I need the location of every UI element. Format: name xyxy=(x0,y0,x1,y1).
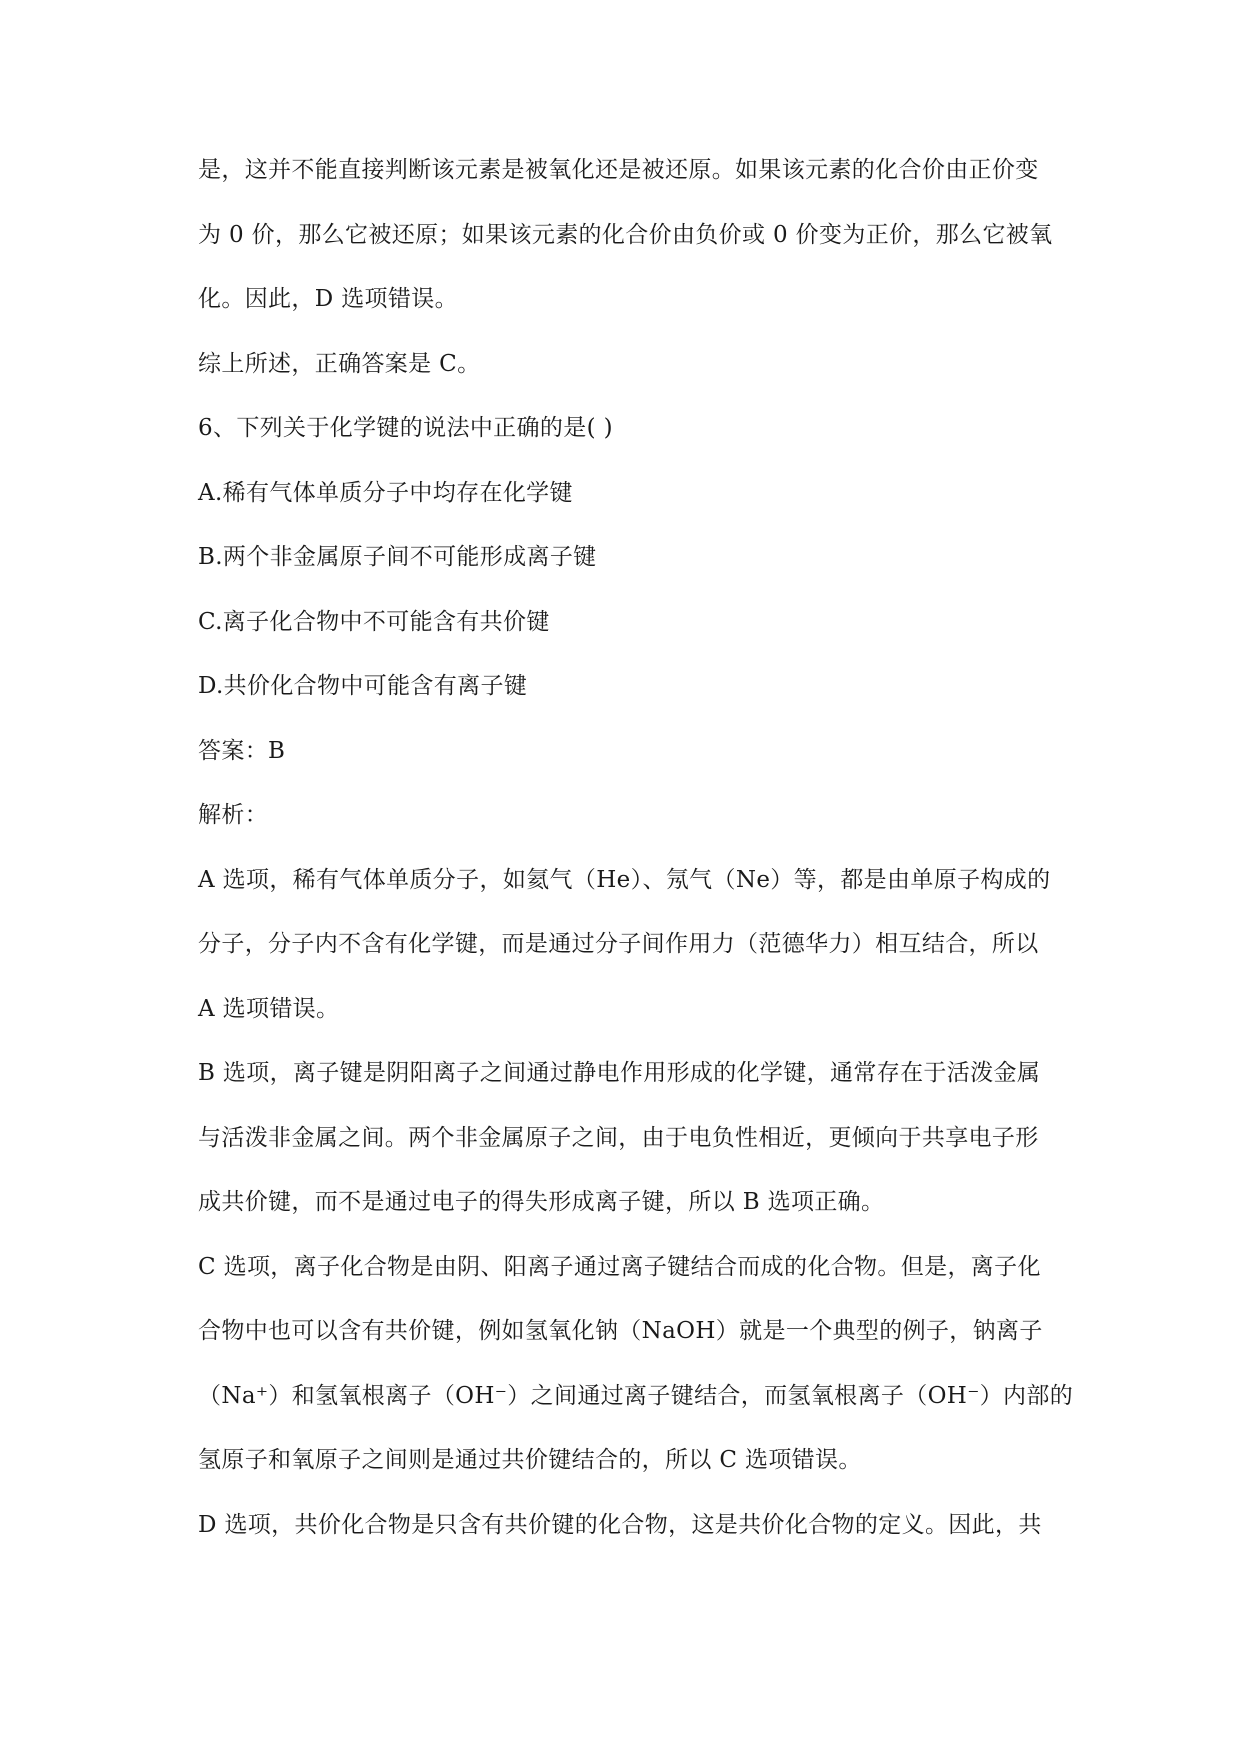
answer-line: 答案：B xyxy=(198,737,286,764)
option-c: C.离子化合物中不可能含有共价键 xyxy=(198,608,550,635)
analysis-a-line: A 选项，稀有气体单质分子，如氦气（He）、氖气（Ne）等，都是由单原子构成的 xyxy=(198,866,1051,893)
document-body xyxy=(198,138,1090,1557)
analysis-c-line: （Na⁺）和氢氧根离子（OH⁻）之间通过离子键结合，而氢氧根离子（OH⁻）内部的 xyxy=(198,1382,1074,1409)
analysis-b-line: 与活泼非金属之间。两个非金属原子之间，由于电负性相近，更倾向于共享电子形 xyxy=(198,1124,1039,1151)
text-line: 化。因此，D 选项错误。 xyxy=(198,286,458,312)
analysis-a-line: 分子，分子内不含有化学键，而是通过分子间作用力（范德华力）相互结合，所以 xyxy=(198,931,1039,957)
analysis-a-line: A 选项错误。 xyxy=(198,995,340,1022)
option-d: D.共价化合物中可能含有离子键 xyxy=(198,673,528,699)
analysis-heading: 解析： xyxy=(198,802,269,828)
summary-line: 综上所述，正确答案是 C。 xyxy=(198,350,481,377)
analysis-b-line: 成共价键，而不是通过电子的得失形成离子键，所以 B 选项正确。 xyxy=(198,1189,885,1215)
analysis-c-line: C 选项，离子化合物是由阴、阳离子通过离子键结合而成的化合物。但是，离子化 xyxy=(198,1253,1041,1280)
text-line: 是，这并不能直接判断该元素是被氧化还是被还原。如果该元素的化合价由正价变 xyxy=(198,157,1039,183)
analysis-b-line: B 选项，离子键是阴阳离子之间通过静电作用形成的化学键，通常存在于活泼金属 xyxy=(198,1060,1041,1086)
option-a: A.稀有气体单质分子中均存在化学键 xyxy=(198,479,573,506)
analysis-c-line: 氢原子和氧原子之间则是通过共价键结合的，所以 C 选项错误。 xyxy=(198,1447,862,1473)
text-line: 为 0 价，那么它被还原；如果该元素的化合价由负价或 0 价变为正价，那么它被氧 xyxy=(198,221,1053,248)
analysis-c-line: 合物中也可以含有共价键，例如氢氧化钠（NaOH）就是一个典型的例子，钠离子 xyxy=(198,1318,1043,1344)
question-6-title: 6、下列关于化学键的说法中正确的是( ) xyxy=(198,415,613,441)
analysis-d-line: D 选项，共价化合物是只含有共价键的化合物，这是共价化合物的定义。因此，共 xyxy=(198,1511,1042,1538)
option-b: B.两个非金属原子间不可能形成离子键 xyxy=(198,544,597,570)
